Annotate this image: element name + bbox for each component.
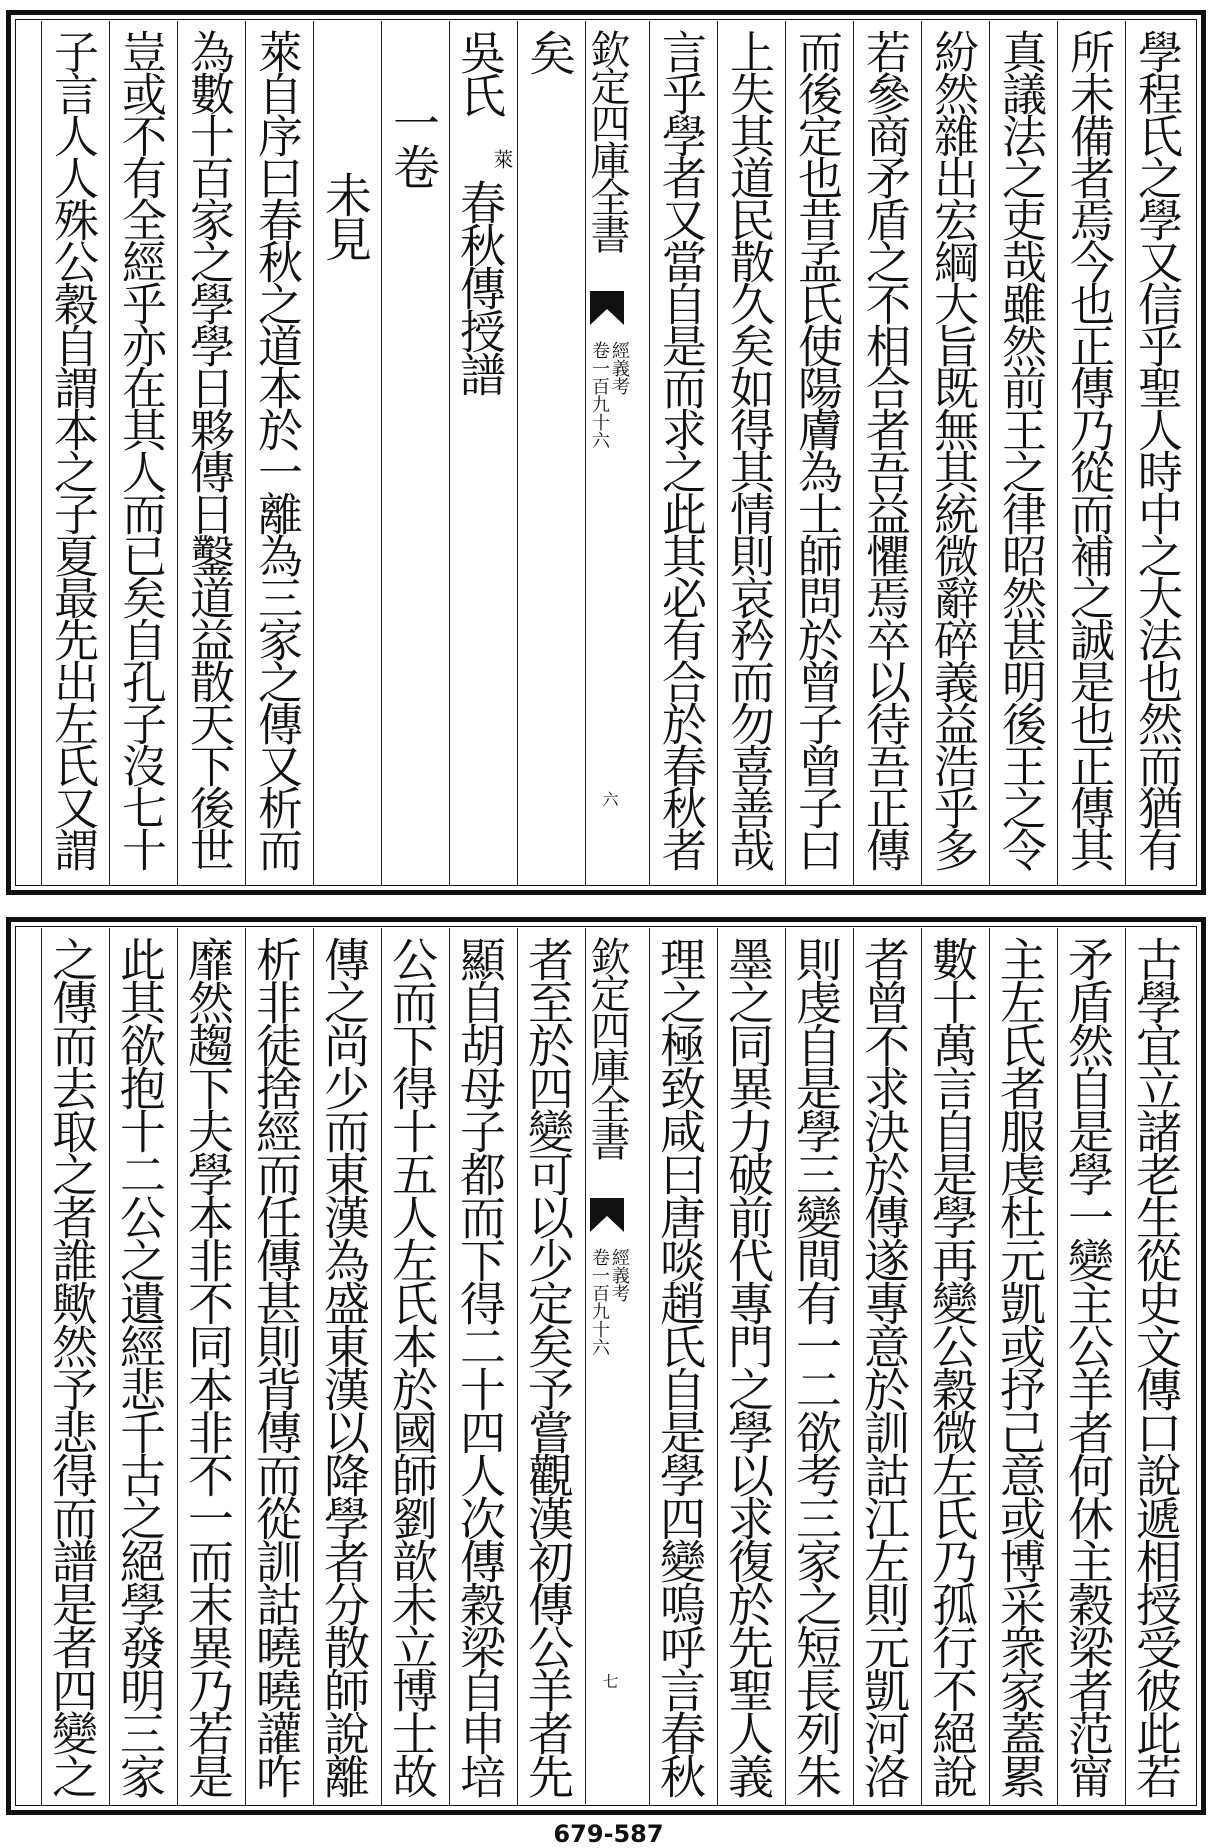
column-text: 者至於四變可以少定矣予嘗觀漢初傳公羊者先 bbox=[521, 936, 575, 1796]
column-text: 則虔自是學三變間有一二欲考三家之短長列朱 bbox=[789, 936, 843, 1796]
column-text: 若參商矛盾之不相合者吾益懼焉卒以待吾正傳 bbox=[858, 29, 911, 869]
book-title: 欽定四庫全書 bbox=[584, 29, 630, 251]
text-column bbox=[381, 21, 449, 886]
text-column bbox=[1057, 21, 1125, 886]
page-number: 679-587 bbox=[553, 1820, 664, 1848]
text-column bbox=[717, 21, 785, 886]
top-page bbox=[6, 10, 1206, 895]
fish-tail-mark-icon bbox=[590, 1198, 624, 1232]
column-text: 所未備者焉今也正傳乃從而補之誠是也正傳其 bbox=[1062, 29, 1115, 869]
column-text: 子言人人殊公穀自謂本之子夏最先出左氏又謂 bbox=[46, 29, 99, 869]
column-text: 墨之同異力破前代專門之學以求復於先聖人義 bbox=[721, 936, 775, 1796]
column-text: 主左氏者服虔杜元凱或抒己意或博采衆家蓋累 bbox=[993, 936, 1047, 1796]
folio-number: 七 bbox=[600, 1673, 619, 1689]
entry-title: 春秋傳授譜 bbox=[453, 179, 507, 394]
column-text: 之傳而去取之者誰歟然予悲得而譜是者四變之 bbox=[45, 936, 99, 1796]
center-fold bbox=[585, 928, 629, 1804]
column-text: 上失其道民散久矣如得其情則哀矜而勿喜善哉 bbox=[722, 29, 775, 869]
text-column bbox=[1057, 928, 1125, 1806]
column-text: 言乎學者又當自是而求之此其必有合於春秋者 bbox=[654, 29, 707, 869]
column-text: 者曾不求決於傳遂專意於訓詁江左則元凱河洛 bbox=[857, 936, 911, 1796]
text-column bbox=[381, 928, 449, 1806]
column-text: 豈或不有全經乎亦在其人而已矣自孔子沒七十 bbox=[114, 29, 167, 869]
book-title: 欽定四庫全書 bbox=[584, 936, 630, 1158]
center-fold bbox=[585, 21, 629, 885]
column-text: 靡然趨下夫學本非不同本非不一而末異乃若是 bbox=[181, 936, 235, 1796]
text-column bbox=[449, 928, 517, 1806]
text-column bbox=[785, 21, 853, 886]
column-text: 析非徒捨經而任傳甚則背傳而從訓詁曉曉讙咋 bbox=[249, 936, 303, 1796]
text-column bbox=[177, 928, 245, 1806]
column-text: 理之極致咸曰唐啖趙氏自是學四變嗚呼言春秋 bbox=[653, 936, 707, 1796]
column-text: 此其欲抱十二公之遺經悲千古之絕學發明三家 bbox=[113, 936, 167, 1796]
section-name: 經義考 bbox=[609, 1248, 630, 1302]
section-name: 經義考 bbox=[609, 341, 630, 395]
text-column bbox=[1125, 21, 1193, 886]
column-text: 紛然雜出宏綱大旨既無其統微辭碎義益浩乎多 bbox=[926, 29, 979, 869]
entry-heading-column bbox=[449, 21, 517, 886]
text-column bbox=[785, 928, 853, 1806]
text-column bbox=[41, 21, 109, 886]
column-text: 傳之尚少而東漢為盛東漢以降學者分散師說離 bbox=[317, 936, 371, 1796]
text-column bbox=[989, 928, 1057, 1806]
text-column bbox=[313, 928, 381, 1806]
column-text: 為數十百家之學學日夥傳日鑿道益散天下後世 bbox=[182, 29, 235, 869]
text-column bbox=[517, 928, 585, 1806]
column-text: 古學宜立諸老生從史文傳口說遞相授受彼此若 bbox=[1129, 936, 1183, 1796]
text-column bbox=[245, 928, 313, 1806]
author-name-note: 萊 bbox=[490, 149, 514, 169]
text-column bbox=[41, 928, 109, 1806]
text-column bbox=[109, 21, 177, 886]
column-text: 學程氏之學又信乎聖人時中之大法也然而猶有 bbox=[1130, 29, 1183, 869]
text-column bbox=[853, 928, 921, 1806]
folio-number: 六 bbox=[600, 791, 619, 807]
fish-tail-mark-icon bbox=[590, 291, 624, 325]
column-text: 公而下得十五人左氏本於國師劉歆未立博士故 bbox=[385, 936, 439, 1796]
text-column bbox=[921, 21, 989, 886]
volume-count: 一卷 bbox=[385, 99, 440, 187]
column-text: 矣 bbox=[521, 29, 576, 73]
text-column bbox=[853, 21, 921, 886]
text-column bbox=[177, 21, 245, 886]
text-column bbox=[921, 928, 989, 1806]
text-column bbox=[517, 21, 585, 886]
text-column bbox=[1125, 928, 1193, 1806]
text-column bbox=[717, 928, 785, 1806]
text-column bbox=[649, 21, 717, 886]
bottom-page bbox=[6, 917, 1206, 1815]
column-text: 萊自序曰春秋之道本於一離為三家之傳又析而 bbox=[250, 29, 303, 869]
column-text: 矛盾然自是學一變主公羊者何休主穀梁者范甯 bbox=[1061, 936, 1115, 1796]
text-column bbox=[313, 21, 381, 886]
column-text: 真議法之吏哉雖然前王之律昭然甚明後王之令 bbox=[994, 29, 1047, 869]
text-column bbox=[245, 21, 313, 886]
entry-author: 吳氏 bbox=[453, 29, 507, 115]
text-column bbox=[109, 928, 177, 1806]
text-column bbox=[649, 928, 717, 1806]
volume-number: 卷一百九十六 bbox=[589, 1248, 610, 1356]
status-note: 未見 bbox=[317, 171, 372, 259]
column-text: 顯自胡母子都而下得二十四人次傳穀梁自申培 bbox=[453, 936, 507, 1796]
text-column bbox=[989, 21, 1057, 886]
column-text: 數十萬言自是學再變公穀微左氏乃孤行不絕說 bbox=[925, 936, 979, 1796]
volume-number: 卷一百九十六 bbox=[589, 341, 610, 449]
column-text: 而後定也昔孟氏使陽膚為士師問於曾子曾子曰 bbox=[790, 29, 843, 869]
